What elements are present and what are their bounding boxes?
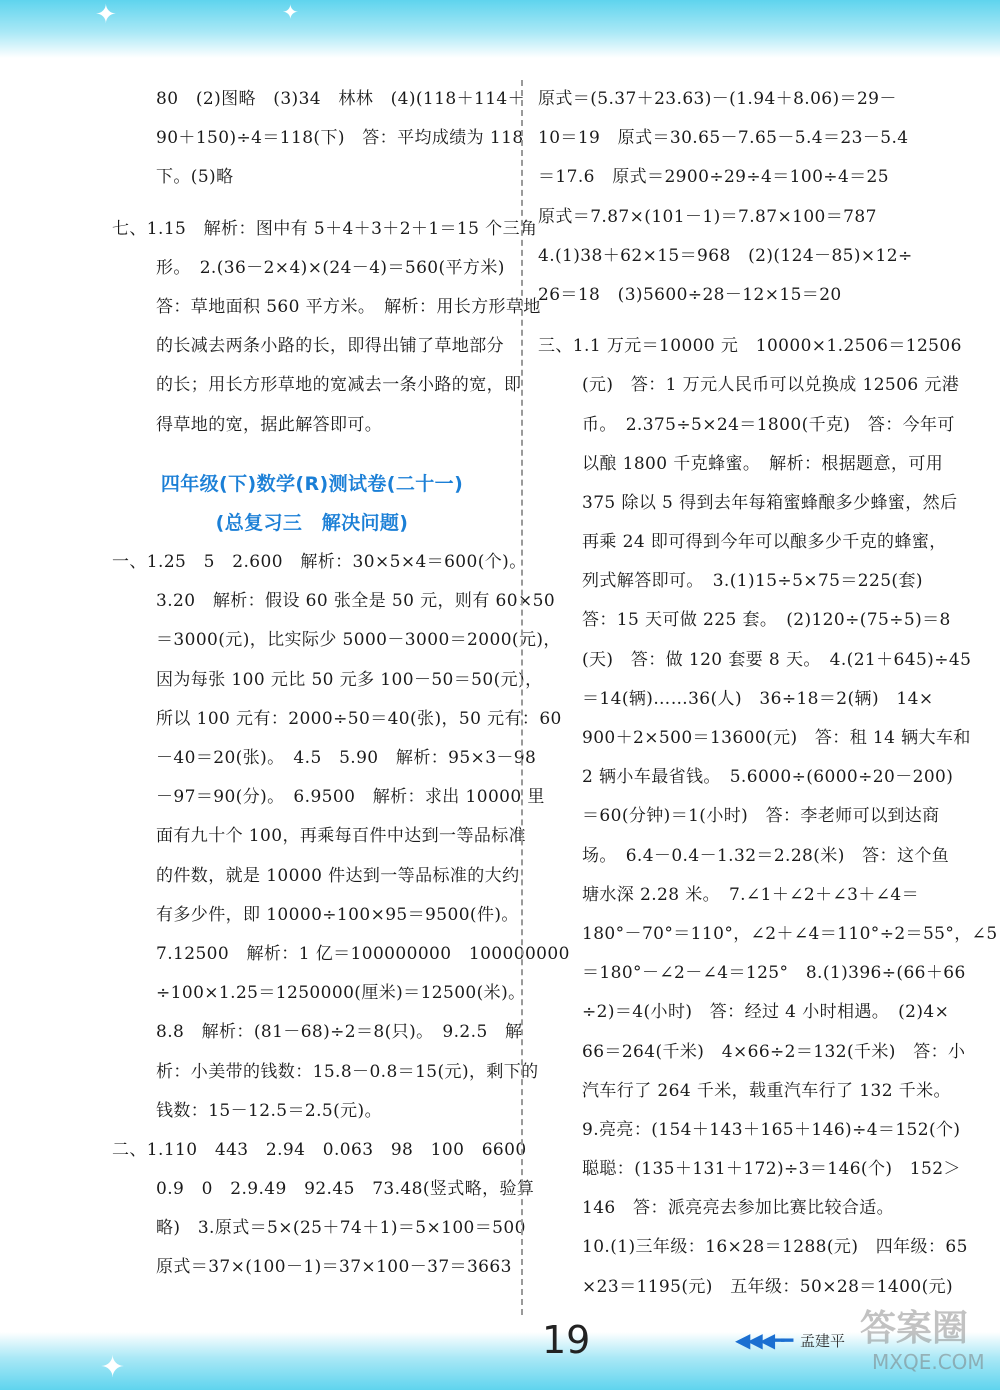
left-block-d: [112, 1131, 535, 1288]
text-line: 80 (2)图略 (3)34 林林 (4)(118＋114＋: [156, 89, 526, 109]
text-line: 的长减去两条小路的长，即得出铺了草地部分: [156, 336, 504, 357]
publisher-label: 孟建平: [800, 1332, 846, 1350]
text-line: 下。(5)略: [156, 167, 234, 188]
text-line: 塘水深 2.28 米。 7.∠1＋∠2＋∠3＋∠4＝: [582, 884, 920, 905]
right-column: [538, 80, 998, 1307]
text-line: ＝60(分钟)＝1(小时) 答：李老师可以到达商: [582, 806, 940, 827]
text-line: (元) 答：1 万元人民币可以兑换成 12506 元港: [582, 375, 960, 396]
text-line: 币。 2.375÷5×24＝1800(千克) 答：今年可: [582, 414, 955, 435]
text-line: 列式解答即可。 3.(1)15÷5×75＝225(套): [582, 571, 923, 592]
text-line: 900＋2×500＝13600(元) 答：租 14 辆大车和: [582, 728, 971, 748]
text-line: 汽车行了 264 千米，载重汽车行了 132 千米。: [582, 1080, 951, 1101]
text-line: 钱数：15－12.5＝2.5(元)。: [156, 1100, 382, 1121]
text-line: 聪聪：(135＋131＋172)÷3＝146(个) 152＞: [582, 1159, 961, 1180]
text-line: 答：草地面积 560 平方米。 解析：用长方形草地: [156, 296, 541, 317]
sparkle-icon: ✦: [282, 0, 299, 24]
arrow-icon: ◀◀◀━━: [735, 1328, 791, 1352]
text-line: ×23＝1195(元) 五年级：50×28＝1400(元): [582, 1276, 954, 1297]
left-column: [112, 80, 570, 1288]
text-line: 三、1.1 万元＝10000 元 10000×1.2506＝12506: [538, 336, 962, 357]
text-line: 以酿 1800 千克蜂蜜。 解析：根据题意，可用: [582, 453, 944, 474]
column-divider: [521, 80, 523, 1315]
text-line: ＝180°－∠2－∠4＝125° 8.(1)396÷(66＋66: [582, 963, 966, 984]
text-line: 2 辆小车最省钱。 5.6000÷(6000÷20－200): [582, 767, 954, 788]
text-line: 答：15 天可做 225 套。 (2)120÷(75÷5)＝8: [582, 610, 951, 631]
sparkle-icon: ✦: [95, 0, 117, 30]
text-line: 8.8 解析：(81－68)÷2＝8(只)。 9.2.5 解: [156, 1022, 523, 1043]
text-line: 180°－70°＝110°，∠2＋∠4＝110°÷2＝55°，∠5: [582, 923, 998, 944]
watermark-url: MXQE.COM: [872, 1350, 985, 1374]
test-title: 四年级(下)数学(R)测试卷(二十一): [160, 472, 464, 495]
text-line: 原式＝(5.37＋23.63)－(1.94＋8.06)＝29－: [538, 89, 897, 109]
text-line: 375 除以 5 得到去年每箱蜜蜂酿多少蜂蜜，然后: [582, 492, 958, 513]
text-line: ÷100×1.25＝1250000(厘米)＝12500(米)。: [156, 983, 526, 1004]
text-line: ＝17.6 原式＝2900÷29÷4＝100÷4＝25: [538, 167, 889, 188]
text-line: 面有九十个 100，再乘每百件中达到一等品标准: [156, 826, 527, 847]
watermark-logo: 答案圈: [860, 1308, 969, 1349]
text-line: 形。 2.(36－2×4)×(24－4)＝560(平方米): [156, 257, 505, 278]
sparkle-icon: ✦: [100, 1350, 126, 1385]
text-line: ＝3000(元)，比实际少 5000－3000＝2000(元)，: [156, 630, 561, 651]
text-line: 所以 100 元有：2000÷50＝40(张)，50 元有：60: [156, 708, 562, 729]
text-line: 因为每张 100 元比 50 元多 100－50＝50(元)，: [156, 669, 543, 690]
text-line: 再乘 24 即可得到今年可以酿多少千克的蜂蜜，: [582, 532, 947, 553]
right-block-a: [538, 80, 948, 315]
text-line: ＝14(辆)……36(人) 36÷18＝2(辆) 14×: [582, 688, 934, 709]
left-block-c: [112, 543, 570, 1131]
text-line: 原式＝7.87×(101－1)＝7.87×100＝787: [538, 206, 877, 227]
text-line: 9.亮亮：(154＋143＋165＋146)÷4＝152(个): [582, 1119, 961, 1140]
bottom-decorative-band: [0, 1332, 1000, 1390]
text-line: 一、1.25 5 2.600 解析：30×5×4＝600(个)。: [112, 552, 527, 573]
text-line: 7.12500 解析：1 亿＝100000000 100000000: [156, 943, 570, 964]
text-line: 146 答：派亮亮去参加比赛比较合适。: [582, 1198, 895, 1219]
text-line: 原式＝37×(100－1)＝37×100－37＝3663: [156, 1257, 512, 1278]
text-line: 10.(1)三年级：16×28＝1288(元) 四年级：65: [582, 1237, 968, 1258]
text-line: 七、1.15 解析：图中有 5＋4＋3＋2＋1＝15 个三角: [112, 218, 538, 239]
text-line: (天) 答：做 120 套要 8 天。 4.(21＋645)÷45: [582, 649, 972, 670]
right-block-b: [538, 327, 998, 1307]
top-decorative-band: [0, 0, 1000, 58]
text-line: 10＝19 原式＝30.65－7.65－5.4＝23－5.4: [538, 128, 909, 149]
text-line: 0.9 0 2.9.49 92.45 73.48(竖式略，验算: [156, 1179, 535, 1200]
text-line: 的长；用长方形草地的宽减去一条小路的宽，即: [156, 375, 522, 396]
left-block-b: [112, 210, 541, 445]
test-subtitle: (总复习三 解决问题): [215, 511, 409, 534]
text-line: 有多少件，即 10000÷100×95＝9500(件)。: [156, 904, 519, 925]
left-block-a: [112, 80, 526, 198]
text-line: 3.20 解析：假设 60 张全是 50 元，则有 60×50: [156, 591, 556, 612]
text-line: 析：小美带的钱数：15.8－0.8＝15(元)，剩下的: [156, 1061, 539, 1082]
text-line: 二、1.110 443 2.94 0.063 98 100 6600: [112, 1139, 527, 1160]
text-line: 90＋150)÷4＝118(下) 答：平均成绩为 118: [156, 128, 524, 149]
text-line: ÷2)＝4(小时) 答：经过 4 小时相遇。 (2)4×: [582, 1002, 950, 1023]
text-line: 略) 3.原式＝5×(25＋74＋1)＝5×100＝500: [156, 1218, 526, 1239]
text-line: 66＝264(千米) 4×66÷2＝132(千米) 答：小: [582, 1041, 966, 1062]
text-line: －40＝20(张)。 4.5 5.90 解析：95×3－98: [156, 748, 537, 768]
text-line: 得草地的宽，据此解答即可。: [156, 414, 383, 435]
text-line: －97＝90(分)。 6.9500 解析：求出 10000 里: [156, 787, 545, 808]
text-line: 场。 6.4－0.4－1.32＝2.28(米) 答：这个鱼: [582, 845, 950, 866]
text-line: 的件数，就是 10000 件达到一等品标准的大约: [156, 865, 520, 886]
page-number: 19: [542, 1318, 591, 1362]
text-line: 26＝18 (3)5600÷28－12×15＝20: [538, 284, 842, 305]
text-line: 4.(1)38＋62×15＝968 (2)(124－85)×12÷: [538, 245, 913, 266]
